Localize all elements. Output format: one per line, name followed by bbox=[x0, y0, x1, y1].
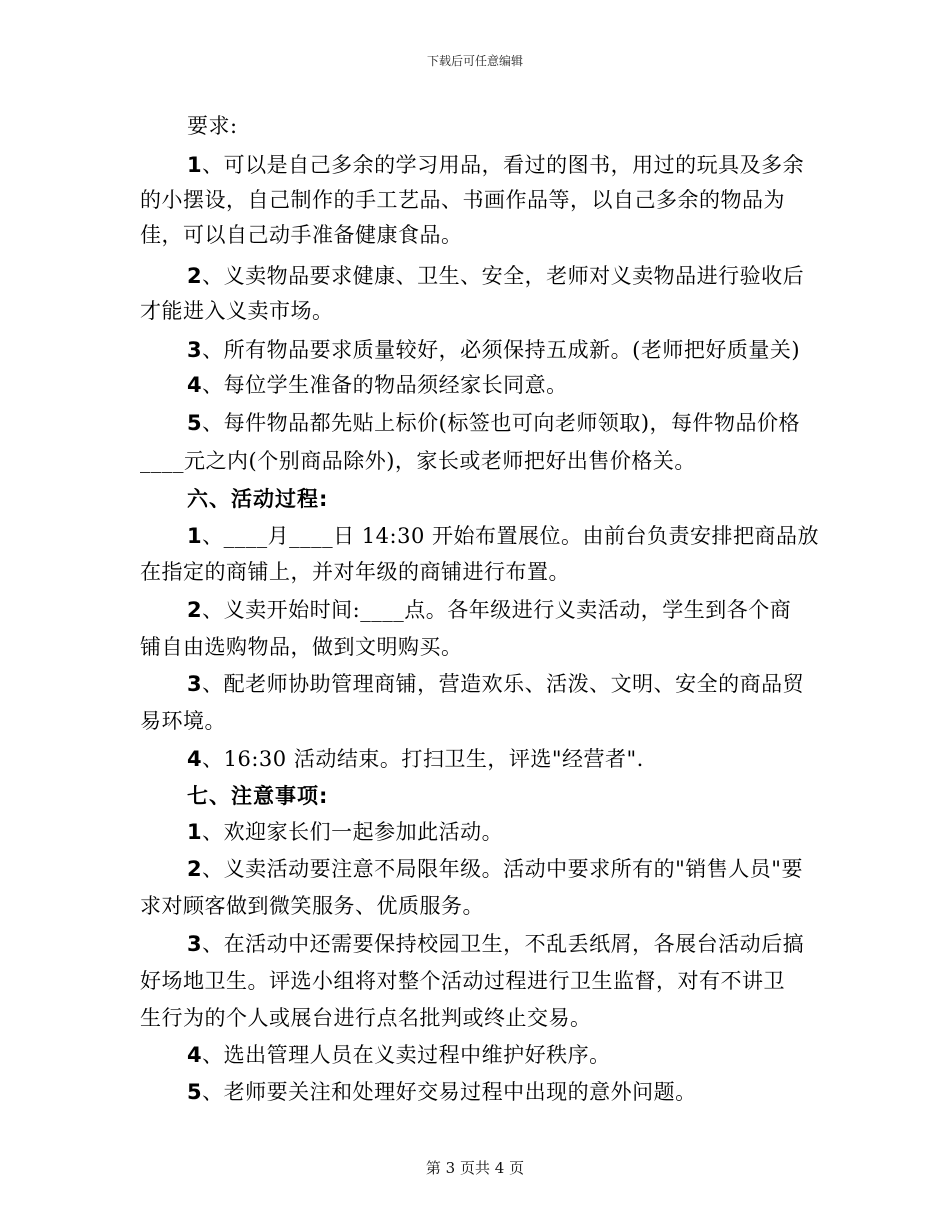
req-5-line-2: ____元之内(个别商品除外)，家长或老师把好出售价格关。 bbox=[140, 449, 696, 473]
note-3-text: 、在活动中还需要保持校园卫生，不乱丢纸屑，各展台活动后搞 bbox=[202, 932, 805, 956]
req-2-text: 、义卖物品要求健康、卫生、安全，老师对义卖物品进行验收后 bbox=[202, 264, 805, 288]
requirements-title: 要求: bbox=[187, 114, 238, 138]
req-5-number: 5 bbox=[187, 411, 203, 435]
page-footer: 第 3 页共 4 页 bbox=[425, 1159, 525, 1177]
req-2-number: 2 bbox=[187, 264, 203, 288]
proc-1-line-2: 在指定的商铺上，并对年级的商铺进行布置。 bbox=[140, 560, 570, 584]
note-2-text: 、义卖活动要注意不局限年级。活动中要求所有的"销售人员"要 bbox=[202, 857, 803, 881]
proc-2-text: 、义卖开始时间:____点。各年级进行义卖活动，学生到各个商 bbox=[202, 598, 792, 622]
note-2-line-1 bbox=[187, 854, 803, 884]
req-1-text: 、可以是自己多余的学习用品，看过的图书，用过的玩具及多余 bbox=[202, 153, 805, 177]
note-2-number: 2 bbox=[187, 857, 203, 881]
req-1-line-3: 佳，可以自己动手准备健康食品。 bbox=[140, 223, 463, 247]
note-4-text: 、选出管理人员在义卖过程中维护好秩序。 bbox=[202, 1043, 611, 1067]
note-3-line-2: 好场地卫生。评选小组将对整个活动过程进行卫生监督，对有不讲卫 bbox=[140, 969, 785, 993]
proc-1-text: 、____月____日 14:30 开始布置展位。由前台负责安排把商品放 bbox=[202, 524, 819, 548]
proc-2-line-2: 铺自由选购物品，做到文明购买。 bbox=[140, 635, 463, 659]
proc-2-line-1 bbox=[187, 595, 791, 625]
proc-3-number: 3 bbox=[187, 672, 203, 696]
note-3-number: 3 bbox=[187, 932, 203, 956]
note-5-text: 、老师要关注和处理好交易过程中出现的意外问题。 bbox=[202, 1080, 697, 1104]
req-3-line-1 bbox=[187, 335, 800, 365]
note-5-line-1 bbox=[187, 1077, 697, 1107]
proc-2-number: 2 bbox=[187, 598, 203, 622]
req-3-number: 3 bbox=[187, 338, 203, 362]
note-3-line-3: 生行为的个人或展台进行点名批判或终止交易。 bbox=[140, 1006, 592, 1030]
note-4-number: 4 bbox=[187, 1043, 203, 1067]
proc-1-number: 1 bbox=[187, 524, 203, 548]
note-2-line-2: 求对顾客做到微笑服务、优质服务。 bbox=[140, 894, 484, 918]
section-7-heading: 七、注意事项: bbox=[187, 784, 329, 808]
section-6-heading: 六、活动过程: bbox=[187, 487, 329, 511]
req-4-text: 、每位学生准备的物品须经家长同意。 bbox=[202, 373, 568, 397]
req-2-line-1 bbox=[187, 261, 804, 291]
note-3-line-1 bbox=[187, 929, 804, 959]
proc-3-line-2: 易环境。 bbox=[140, 709, 226, 733]
proc-4-text: 、16:30 活动结束。打扫卫生，评选"经营者". bbox=[202, 747, 644, 771]
req-5-text: 、每件物品都先贴上标价(标签也可向老师领取)，每件物品价格 bbox=[202, 411, 801, 435]
proc-4-line-1 bbox=[187, 744, 644, 774]
note-1-line-1 bbox=[187, 817, 503, 847]
req-3-text: 、所有物品要求质量较好，必须保持五成新。(老师把好质量关) bbox=[202, 338, 801, 362]
note-1-number: 1 bbox=[187, 820, 203, 844]
note-5-number: 5 bbox=[187, 1080, 203, 1104]
note-1-text: 、欢迎家长们一起参加此活动。 bbox=[202, 820, 504, 844]
req-4-line-1 bbox=[187, 370, 568, 400]
req-5-line-1 bbox=[187, 408, 800, 438]
proc-1-line-1 bbox=[187, 521, 819, 551]
note-4-line-1 bbox=[187, 1040, 611, 1070]
req-1-line-1 bbox=[187, 150, 804, 180]
req-1-number: 1 bbox=[187, 153, 203, 177]
proc-3-line-1 bbox=[187, 669, 804, 699]
proc-4-number: 4 bbox=[187, 747, 203, 771]
req-2-line-2: 才能进入义卖市场。 bbox=[140, 299, 334, 323]
req-1-line-2: 的小摆设，自己制作的手工艺品、书画作品等，以自己多余的物品为 bbox=[140, 188, 785, 212]
page-header: 下载后可任意编辑 bbox=[426, 54, 523, 68]
proc-3-text: 、配老师协助管理商铺，营造欢乐、活泼、文明、安全的商品贸 bbox=[202, 672, 805, 696]
req-4-number: 4 bbox=[187, 373, 203, 397]
